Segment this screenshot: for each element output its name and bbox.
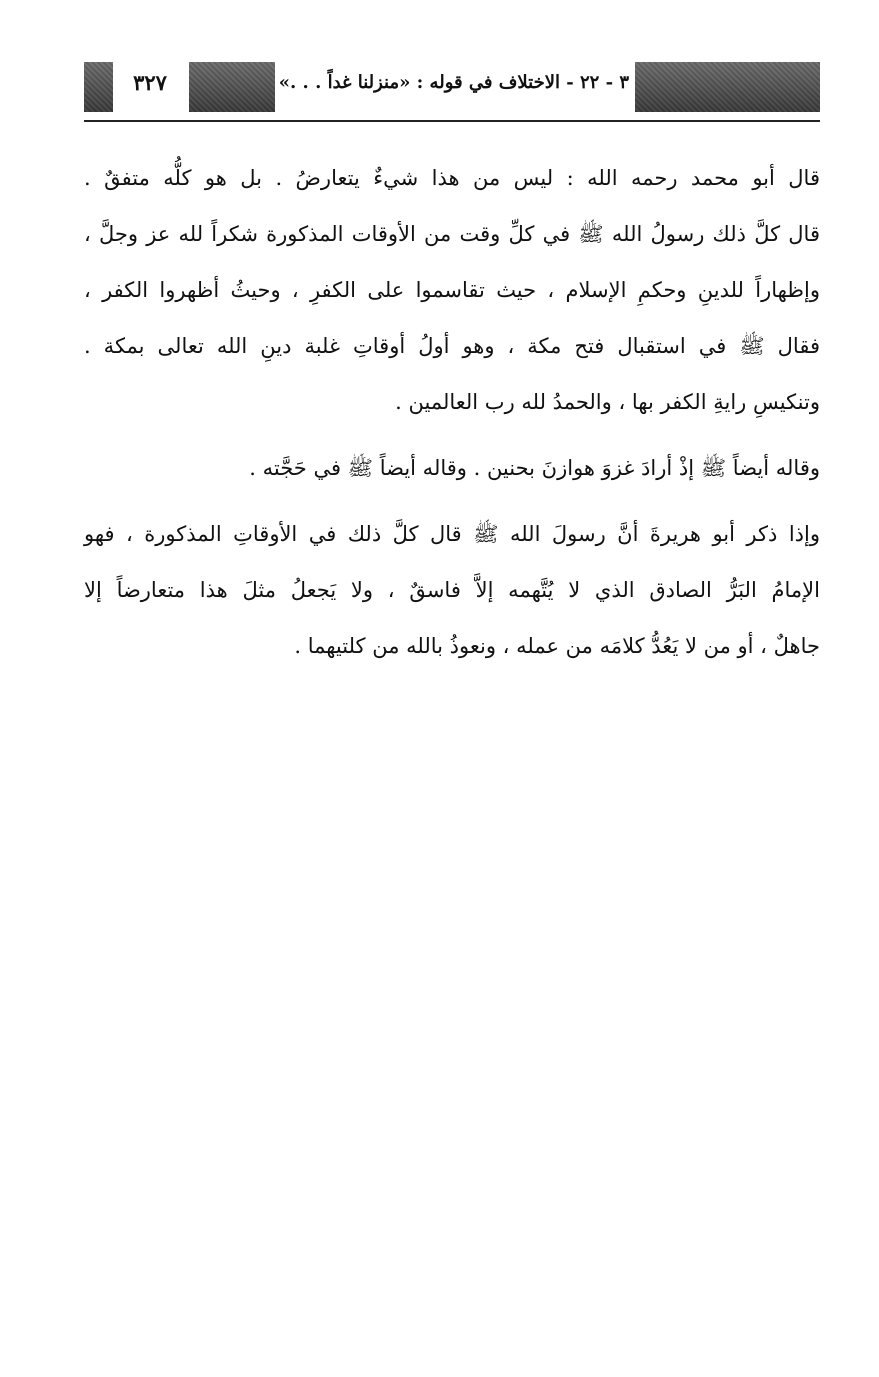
page-number: ٣٢٧ xyxy=(133,70,167,95)
header-shade-block-right xyxy=(635,62,820,112)
text-line: جاهلٌ ، أو من لا يَعُدُّ كلامَه من عمله ، ونعوذُ بالله من كلتيهما . xyxy=(294,634,820,658)
paragraph-1 xyxy=(84,150,820,430)
text-line: وإظهاراً للدينِ وحكمِ الإسلام ، حيث تقاسموا على الكفرِ ، وحيثُ أظهروا الكفر ، xyxy=(84,278,820,302)
text-line: فقال ﷺ في استقبال فتح مكة ، وهو أولُ أوقاتِ غلبة دينِ الله تعالى بمكة . xyxy=(84,334,820,358)
paragraph-3 xyxy=(84,506,820,674)
text-line: قال كلَّ ذلك رسولُ الله ﷺ في كلِّ وقت من الأوقات المذكورة شكراً لله عز وجلَّ ، xyxy=(84,222,820,246)
chapter-title: ٣ - ٢٢ - الاختلاف في قوله : «منزلنا غداً . . .» xyxy=(278,72,629,93)
text-line: قال أبو محمد رحمه الله : ليس من هذا شيءٌ يتعارضُ . بل هو كلُّه متفقٌ . xyxy=(84,166,820,190)
header-rule xyxy=(84,120,820,122)
text-line: وقاله أيضاً ﷺ إذْ أرادَ غزوَ هوازنَ بحنين . وقاله أيضاً ﷺ في حَجَّته . xyxy=(249,456,820,480)
running-header xyxy=(84,58,820,116)
paragraph-2 xyxy=(84,440,820,496)
header-shade-block-middle xyxy=(189,62,275,112)
text-line: وإذا ذكر أبو هريرةَ أنَّ رسولَ الله ﷺ قال كلَّ ذلك في الأوقاتِ المذكورة ، فهو xyxy=(84,522,820,546)
header-shade-block-left xyxy=(84,62,113,112)
text-line: الإمامُ البَرُّ الصادق الذي لا يُتَّهمه إلاَّ فاسقٌ ، ولا يَجعلُ مثلَ هذا متعارضاً إلا xyxy=(84,578,820,602)
main-text xyxy=(84,150,820,674)
text-line: وتنكيسِ رايةِ الكفر بها ، والحمدُ لله رب العالمين . xyxy=(395,390,820,414)
